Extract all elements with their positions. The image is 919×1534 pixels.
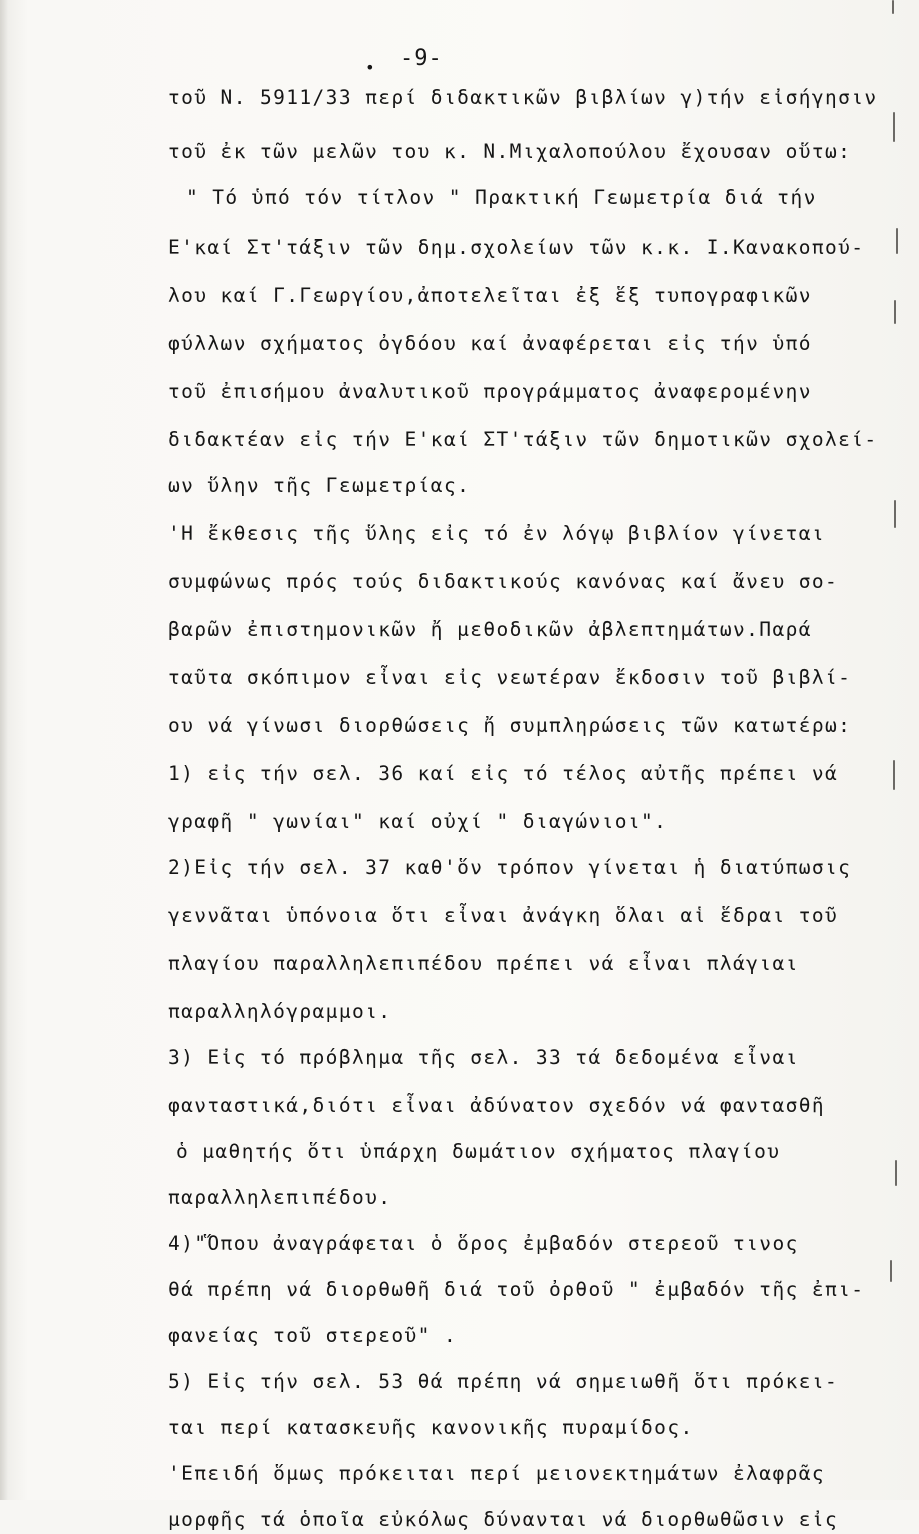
text-line: 1) εἰς τήν σελ. 36 καί εἰς τό τέλος αὐτῆς πρέπει νά xyxy=(168,762,839,785)
text-line: φανείας τοῦ στερεοῦ" . xyxy=(168,1324,458,1347)
text-line: θά πρέπη νά διορθωθῆ διά τοῦ ὀρθοῦ " ἐμβαδόν τῆς ἐπι- xyxy=(168,1278,865,1301)
text-line: ων ὕλην τῆς Γεωμετρίας. xyxy=(168,474,471,497)
text-line: λου καί Γ.Γεωργίου,ἀποτελεῖται ἐξ ἕξ τυπογραφικῶν xyxy=(168,284,812,307)
margin-mark xyxy=(894,300,896,324)
text-line: ται περί κατασκευῆς κανονικῆς πυραμίδος. xyxy=(168,1416,694,1439)
margin-mark xyxy=(896,228,898,254)
text-line: διδακτέαν εἰς τήν Ε'καί ΣΤ'τάξιν τῶν δημοτικῶν σχολεί- xyxy=(168,428,878,451)
text-line: Ε'καί Στ'τάξιν τῶν δημ.σχολείων τῶν κ.κ. Ι.Κανακοπού- xyxy=(168,236,865,259)
margin-mark xyxy=(895,1160,897,1186)
margin-mark xyxy=(890,1260,892,1282)
text-line: ταῦτα σκόπιμον εἶναι εἰς νεωτέραν ἔκδοσιν τοῦ βιβλί- xyxy=(168,666,852,689)
text-line: βαρῶν ἐπιστημονικῶν ἤ μεθοδικῶν ἀβλεπτημάτων.Παρά xyxy=(168,618,812,641)
page-mark: • xyxy=(365,58,375,77)
margin-mark xyxy=(892,0,894,14)
text-line: παραλληλόγραμμοι. xyxy=(168,1000,392,1023)
text-line: 'Επειδή ὅμως πρόκειται περί μειονεκτημάτων ἐλαφρᾶς xyxy=(168,1462,825,1485)
text-line: μορφῆς τά ὁποῖα εὐκόλως δύνανται νά διορθωθῶσιν εἰς xyxy=(168,1508,839,1531)
text-line: " Τό ὑπό τόν τίτλον " Πρακτική Γεωμετρία διά τήν xyxy=(186,186,817,209)
margin-mark xyxy=(893,760,895,790)
text-line: ου νά γίνωσι διορθώσεις ἤ συμπληρώσεις τῶν κατωτέρω: xyxy=(168,714,852,737)
text-line: γεννᾶται ὑπόνοια ὅτι εἶναι ἀνάγκη ὅλαι αἱ ἕδραι τοῦ xyxy=(168,904,839,927)
text-line: φύλλων σχήματος ὀγδόου καί ἀναφέρεται εἰς τήν ὑπό xyxy=(168,332,812,355)
text-line: παραλληλεπιπέδου. xyxy=(168,1186,392,1209)
text-line: τοῦ ἐπισήμου ἀναλυτικοῦ προγράμματος ἀναφερομένην xyxy=(168,380,812,403)
margin-mark xyxy=(894,500,896,528)
text-line: φανταστικά,διότι εἶναι ἀδύνατον σχεδόν νά φαντασθῆ xyxy=(168,1094,825,1117)
text-line: ὁ μαθητής ὅτι ὑπάρχη δωμάτιον σχήματος πλαγίου xyxy=(176,1140,781,1163)
page-number: -9- xyxy=(400,46,443,71)
text-line: 4)"Ὅπου ἀναγράφεται ὁ ὅρος ἐμβαδόν στερεοῦ τινος xyxy=(168,1232,799,1255)
text-line: γραφῆ " γωνίαι" καί οὐχί " διαγώνιοι". xyxy=(168,810,668,833)
text-line: τοῦ Ν. 5911/33 περί διδακτικῶν βιβλίων γ)τήν εἰσήγησιν xyxy=(168,86,878,109)
margin-mark xyxy=(893,112,895,142)
text-line: πλαγίου παραλληλεπιπέδου πρέπει νά εἶναι πλάγιαι xyxy=(168,952,799,975)
text-line: 'Η ἔκθεσις τῆς ὕλης εἰς τό ἐν λόγῳ βιβλίον γίνεται xyxy=(168,522,825,545)
page-shadow-edge xyxy=(0,0,8,1500)
text-line: 3) Εἰς τό πρόβλημα τῆς σελ. 33 τά δεδομένα εἶναι xyxy=(168,1046,799,1069)
text-line: 2)Εἰς τήν σελ. 37 καθ'ὅν τρόπον γίνεται ἡ διατύπωσις xyxy=(168,856,852,879)
text-line: συμφώνως πρός τούς διδακτικούς κανόνας καί ἄνευ σο- xyxy=(168,570,839,593)
text-line: 5) Εἰς τήν σελ. 53 θά πρέπη νά σημειωθῆ ὅτι πρόκει- xyxy=(168,1370,839,1393)
text-line: τοῦ ἐκ τῶν μελῶν του κ. Ν.Μιχαλοπούλου ἔχουσαν οὕτω: xyxy=(168,140,852,163)
